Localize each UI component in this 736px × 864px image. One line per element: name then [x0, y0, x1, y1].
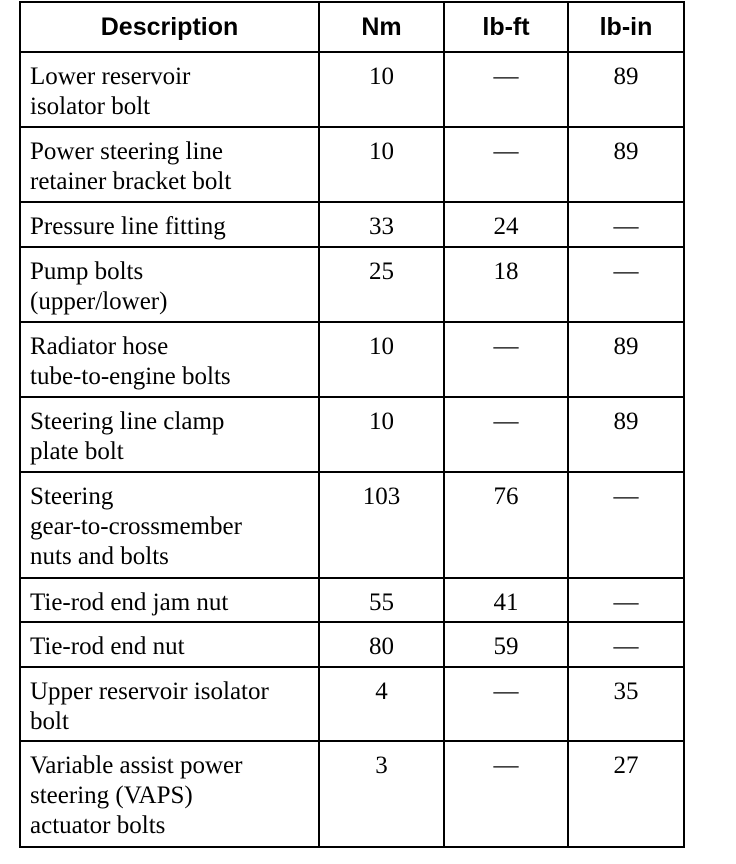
lb-in-cell: 89	[568, 322, 684, 397]
lb-in-cell: 89	[568, 397, 684, 472]
description-line: Tie-rod end jam nut	[30, 589, 229, 616]
description-line: tube-to-engine bolts	[30, 363, 231, 390]
description-cell	[20, 397, 319, 472]
nm-cell: 25	[319, 247, 444, 322]
nm-cell: 10	[319, 52, 444, 127]
description-cell	[20, 202, 319, 247]
description-line: retainer bracket bolt	[30, 168, 232, 195]
lb-ft-cell: —	[444, 667, 568, 741]
lb-in-cell: —	[568, 472, 684, 578]
nm-cell: 103	[319, 472, 444, 578]
nm-cell: 4	[319, 667, 444, 741]
table-row	[20, 127, 684, 202]
lb-ft-cell: 41	[444, 578, 568, 622]
table-row	[20, 247, 684, 322]
table-row	[20, 578, 684, 622]
lb-in-cell: —	[568, 578, 684, 622]
description-line: plate bolt	[30, 438, 124, 465]
nm-cell: 10	[319, 127, 444, 202]
nm-cell: 80	[319, 622, 444, 667]
description-cell	[20, 741, 319, 847]
table-header	[20, 2, 684, 52]
description-cell	[20, 322, 319, 397]
lb-in-cell: 35	[568, 667, 684, 741]
lb-ft-cell: —	[444, 741, 568, 847]
description-line: Upper reservoir isolator	[30, 678, 269, 705]
header-lb-ft: lb-ft	[444, 2, 568, 52]
lb-ft-cell: 24	[444, 202, 568, 247]
lb-ft-cell: —	[444, 322, 568, 397]
table-body	[20, 52, 684, 847]
description-cell	[20, 247, 319, 322]
description-line: gear-to-crossmember	[30, 513, 242, 540]
description-line: Tie-rod end nut	[30, 633, 185, 660]
lb-in-cell: 27	[568, 741, 684, 847]
lb-in-cell: —	[568, 202, 684, 247]
description-cell	[20, 578, 319, 622]
description-line: Variable assist power	[30, 752, 243, 779]
description-line: Pressure line fitting	[30, 213, 226, 240]
torque-specification-table	[19, 1, 685, 848]
description-line: Steering	[30, 483, 114, 510]
table-row	[20, 202, 684, 247]
lb-in-cell: —	[568, 622, 684, 667]
lb-ft-cell: 76	[444, 472, 568, 578]
table-row	[20, 52, 684, 127]
nm-cell: 10	[319, 397, 444, 472]
table-row	[20, 397, 684, 472]
table-row	[20, 322, 684, 397]
nm-cell: 10	[319, 322, 444, 397]
description-cell	[20, 472, 319, 578]
lb-ft-cell: —	[444, 397, 568, 472]
description-line: Steering line clamp	[30, 408, 225, 435]
description-line: Radiator hose	[30, 333, 169, 360]
nm-cell: 3	[319, 741, 444, 847]
lb-ft-cell: —	[444, 52, 568, 127]
description-cell	[20, 622, 319, 667]
description-line: (upper/lower)	[30, 288, 168, 315]
lb-in-cell: 89	[568, 52, 684, 127]
description-line: actuator bolts	[30, 812, 166, 839]
header-row	[20, 2, 684, 52]
nm-cell: 55	[319, 578, 444, 622]
table-row	[20, 472, 684, 578]
nm-cell: 33	[319, 202, 444, 247]
description-line: Power steering line	[30, 138, 224, 165]
lb-ft-cell: 59	[444, 622, 568, 667]
description-cell	[20, 52, 319, 127]
header-nm: Nm	[319, 2, 444, 52]
description-line: Lower reservoir	[30, 63, 191, 90]
lb-ft-cell: 18	[444, 247, 568, 322]
description-cell	[20, 127, 319, 202]
description-line: steering (VAPS)	[30, 782, 193, 809]
description-line: isolator bolt	[30, 93, 151, 120]
header-lb-in: lb-in	[568, 2, 684, 52]
lb-in-cell: 89	[568, 127, 684, 202]
table-row	[20, 741, 684, 847]
table-row	[20, 622, 684, 667]
lb-in-cell: —	[568, 247, 684, 322]
lb-ft-cell: —	[444, 127, 568, 202]
description-line: nuts and bolts	[30, 543, 169, 570]
header-description: Description	[20, 2, 319, 52]
description-cell	[20, 667, 319, 741]
table-row	[20, 667, 684, 741]
description-line: Pump bolts	[30, 258, 144, 285]
description-line: bolt	[30, 708, 69, 735]
